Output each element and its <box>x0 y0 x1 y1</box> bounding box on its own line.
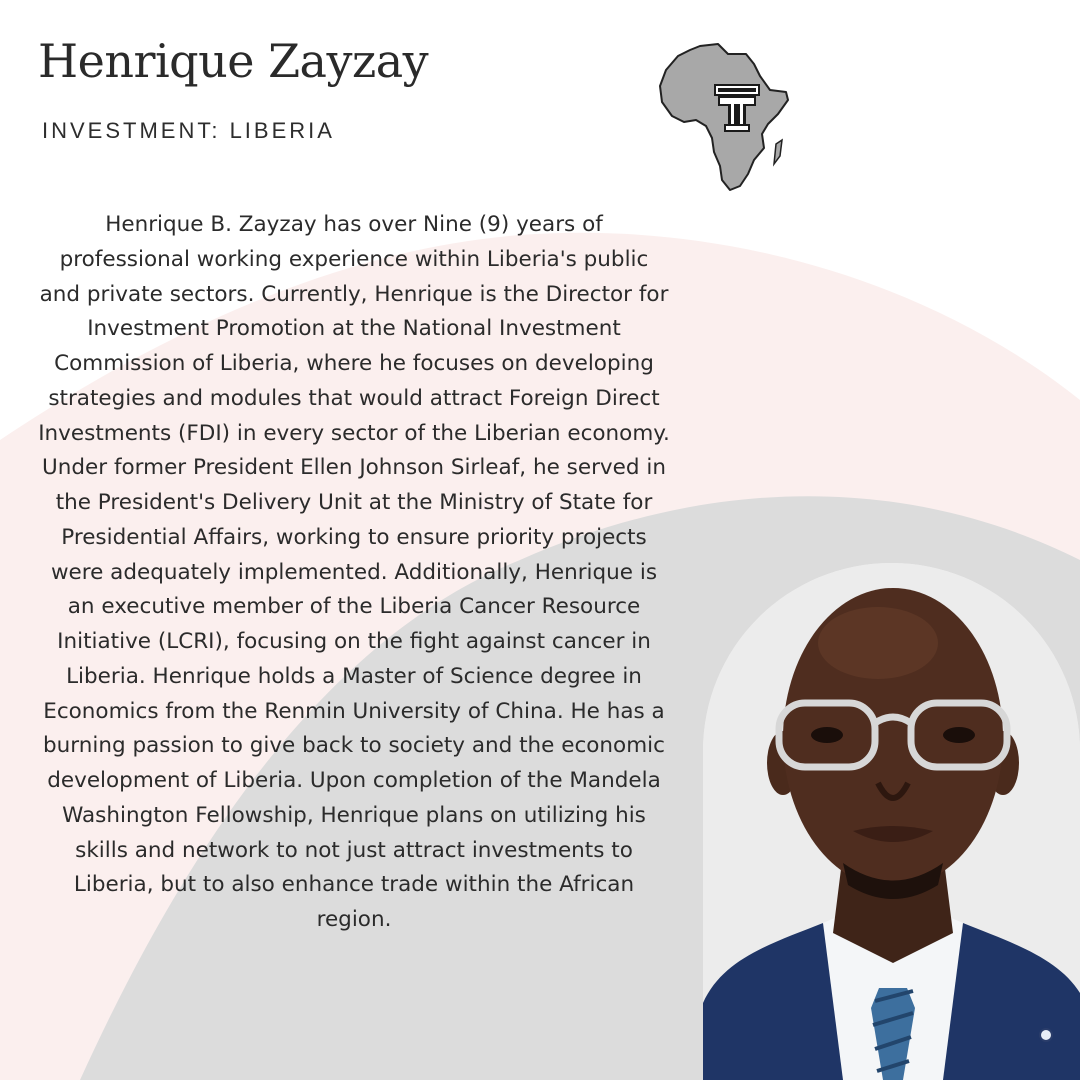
portrait-illustration <box>703 563 1080 1080</box>
africa-map-shape <box>660 44 788 190</box>
africa-map-double-t-icon <box>656 40 792 192</box>
profile-name: Henrique Zayzay <box>38 34 429 88</box>
profile-bio: Henrique B. Zayzay has over Nine (9) years of professional working experience within Liberia's public and private sectors. Currently, Henrique is the Director for Investment Promotion at the National Investment Commission of Liberia, where he focuses on developing strategies and modules that would attract Foreign Direct Investments (FDI) in every sector of the Liberian economy. Under former President Ellen Johnson Sirleaf, he served in the President's Delivery Unit at the Ministry of State for Presidential Affairs, working to ensure priority projects were adequately implemented. Additionally, Henrique is an executive member of the Liberia Cancer Resource Initiative (LCRI), focusing on the fight against cancer in Liberia. Henrique holds a Master of Science degree in Economics from the Renmin University of China. He has a burning passion to give back to society and the economic development of Liberia. Upon completion of the Mandela Washington Fellowship, Henrique plans on utilizing his skills and network to not just attract investments to Liberia, but to also enhance trade within the African region. <box>38 212 670 932</box>
profile-photo <box>703 563 1080 1080</box>
profile-subtitle: INVESTMENT: LIBERIA <box>42 118 335 143</box>
